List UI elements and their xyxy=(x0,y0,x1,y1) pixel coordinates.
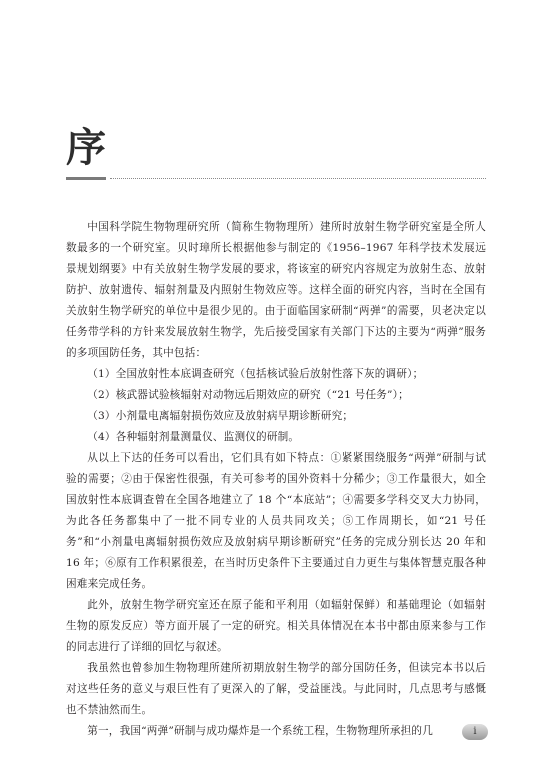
title-divider-dotted xyxy=(110,178,486,179)
paragraph-features: 从以上下达的任务可以看出，它们具有如下特点：①紧紧围绕服务“两弹”研制与试验的需要；②由于保密性很强，有关可参考的国外资料十分稀少；③工作量很大，如全国放射性本底调查曾在全国各地建立了 18 个“本底站”；④需要多学科交叉大力协同，为此各任务都集中了一批不同专业的人员共同攻关；⑤工作周期长，如“21 号任务”和“小剂量电离辐射损伤效应及放射病早期诊断研究”任务的完成分别长达 20 年和 16 年；⑥原有工作积累很差，在当时历史条件下主要通过自力更生与集体智慧克服各种困难来完成任务。 xyxy=(66,452,486,590)
body-text xyxy=(66,217,486,742)
task-item-3: （3）小剂量电离辐射损伤效应及放射病早期诊断研究； xyxy=(87,410,354,422)
task-item-2: （2）核武器试验核辐射对动物远后期效应的研究（“21 号任务”）； xyxy=(87,389,409,401)
title-divider-solid xyxy=(66,177,106,180)
task-item-1: （1）全国放射性本底调查研究（包括核试验后放射性落下灰的调研）； xyxy=(87,368,424,380)
task-item-4: （4）各种辐射剂量测量仪、监测仪的研制。 xyxy=(87,431,300,443)
chapter-title: 序 xyxy=(66,125,106,171)
paragraph-reflection: 我虽然也曾参加生物物理所建所初期放射生物学的部分国防任务，但读完本书以后对这些任务的意义与艰巨性有了更深入的了解，受益匪浅。与此同时，几点思考与感慨也不禁油然而生。 xyxy=(66,662,486,716)
paragraph-intro: 中国科学院生物物理研究所（简称生物物理所）建所时放射生物学研究室是全所人数最多的一个研究室。贝时璋所长根据他参与制定的《1956–1967 年科学技术发展远景规划纲要》中有关放射生物学发展的要求，将该室的研究内容规定为放射生态、放射防护、放射遗传、辐射剂量及内照射生物效应等。这样全面的研究内容，当时在全国有关放射生物学研究的单位中是很少见的。由于面临国家研制“两弹”的需要，贝老决定以任务带学科的方针来发展放射生物学，先后接受国家有关部门下达的主要为“两弹”服务的多项国防任务，其中包括： xyxy=(66,221,486,359)
page-number-badge: i xyxy=(462,724,488,740)
paragraph-other-research: 此外，放射生物学研究室还在原子能和平利用（如辐射保鲜）和基础理论（如辐射生物的原发反应）等方面开展了一定的研究。相关具体情况在本书中都由原来参与工作的同志进行了详细的回忆与叙述。 xyxy=(66,599,486,653)
paragraph-first-point: 第一，我国“两弹”研制与成功爆炸是一个系统工程，生物物理所承担的几 xyxy=(87,725,434,737)
